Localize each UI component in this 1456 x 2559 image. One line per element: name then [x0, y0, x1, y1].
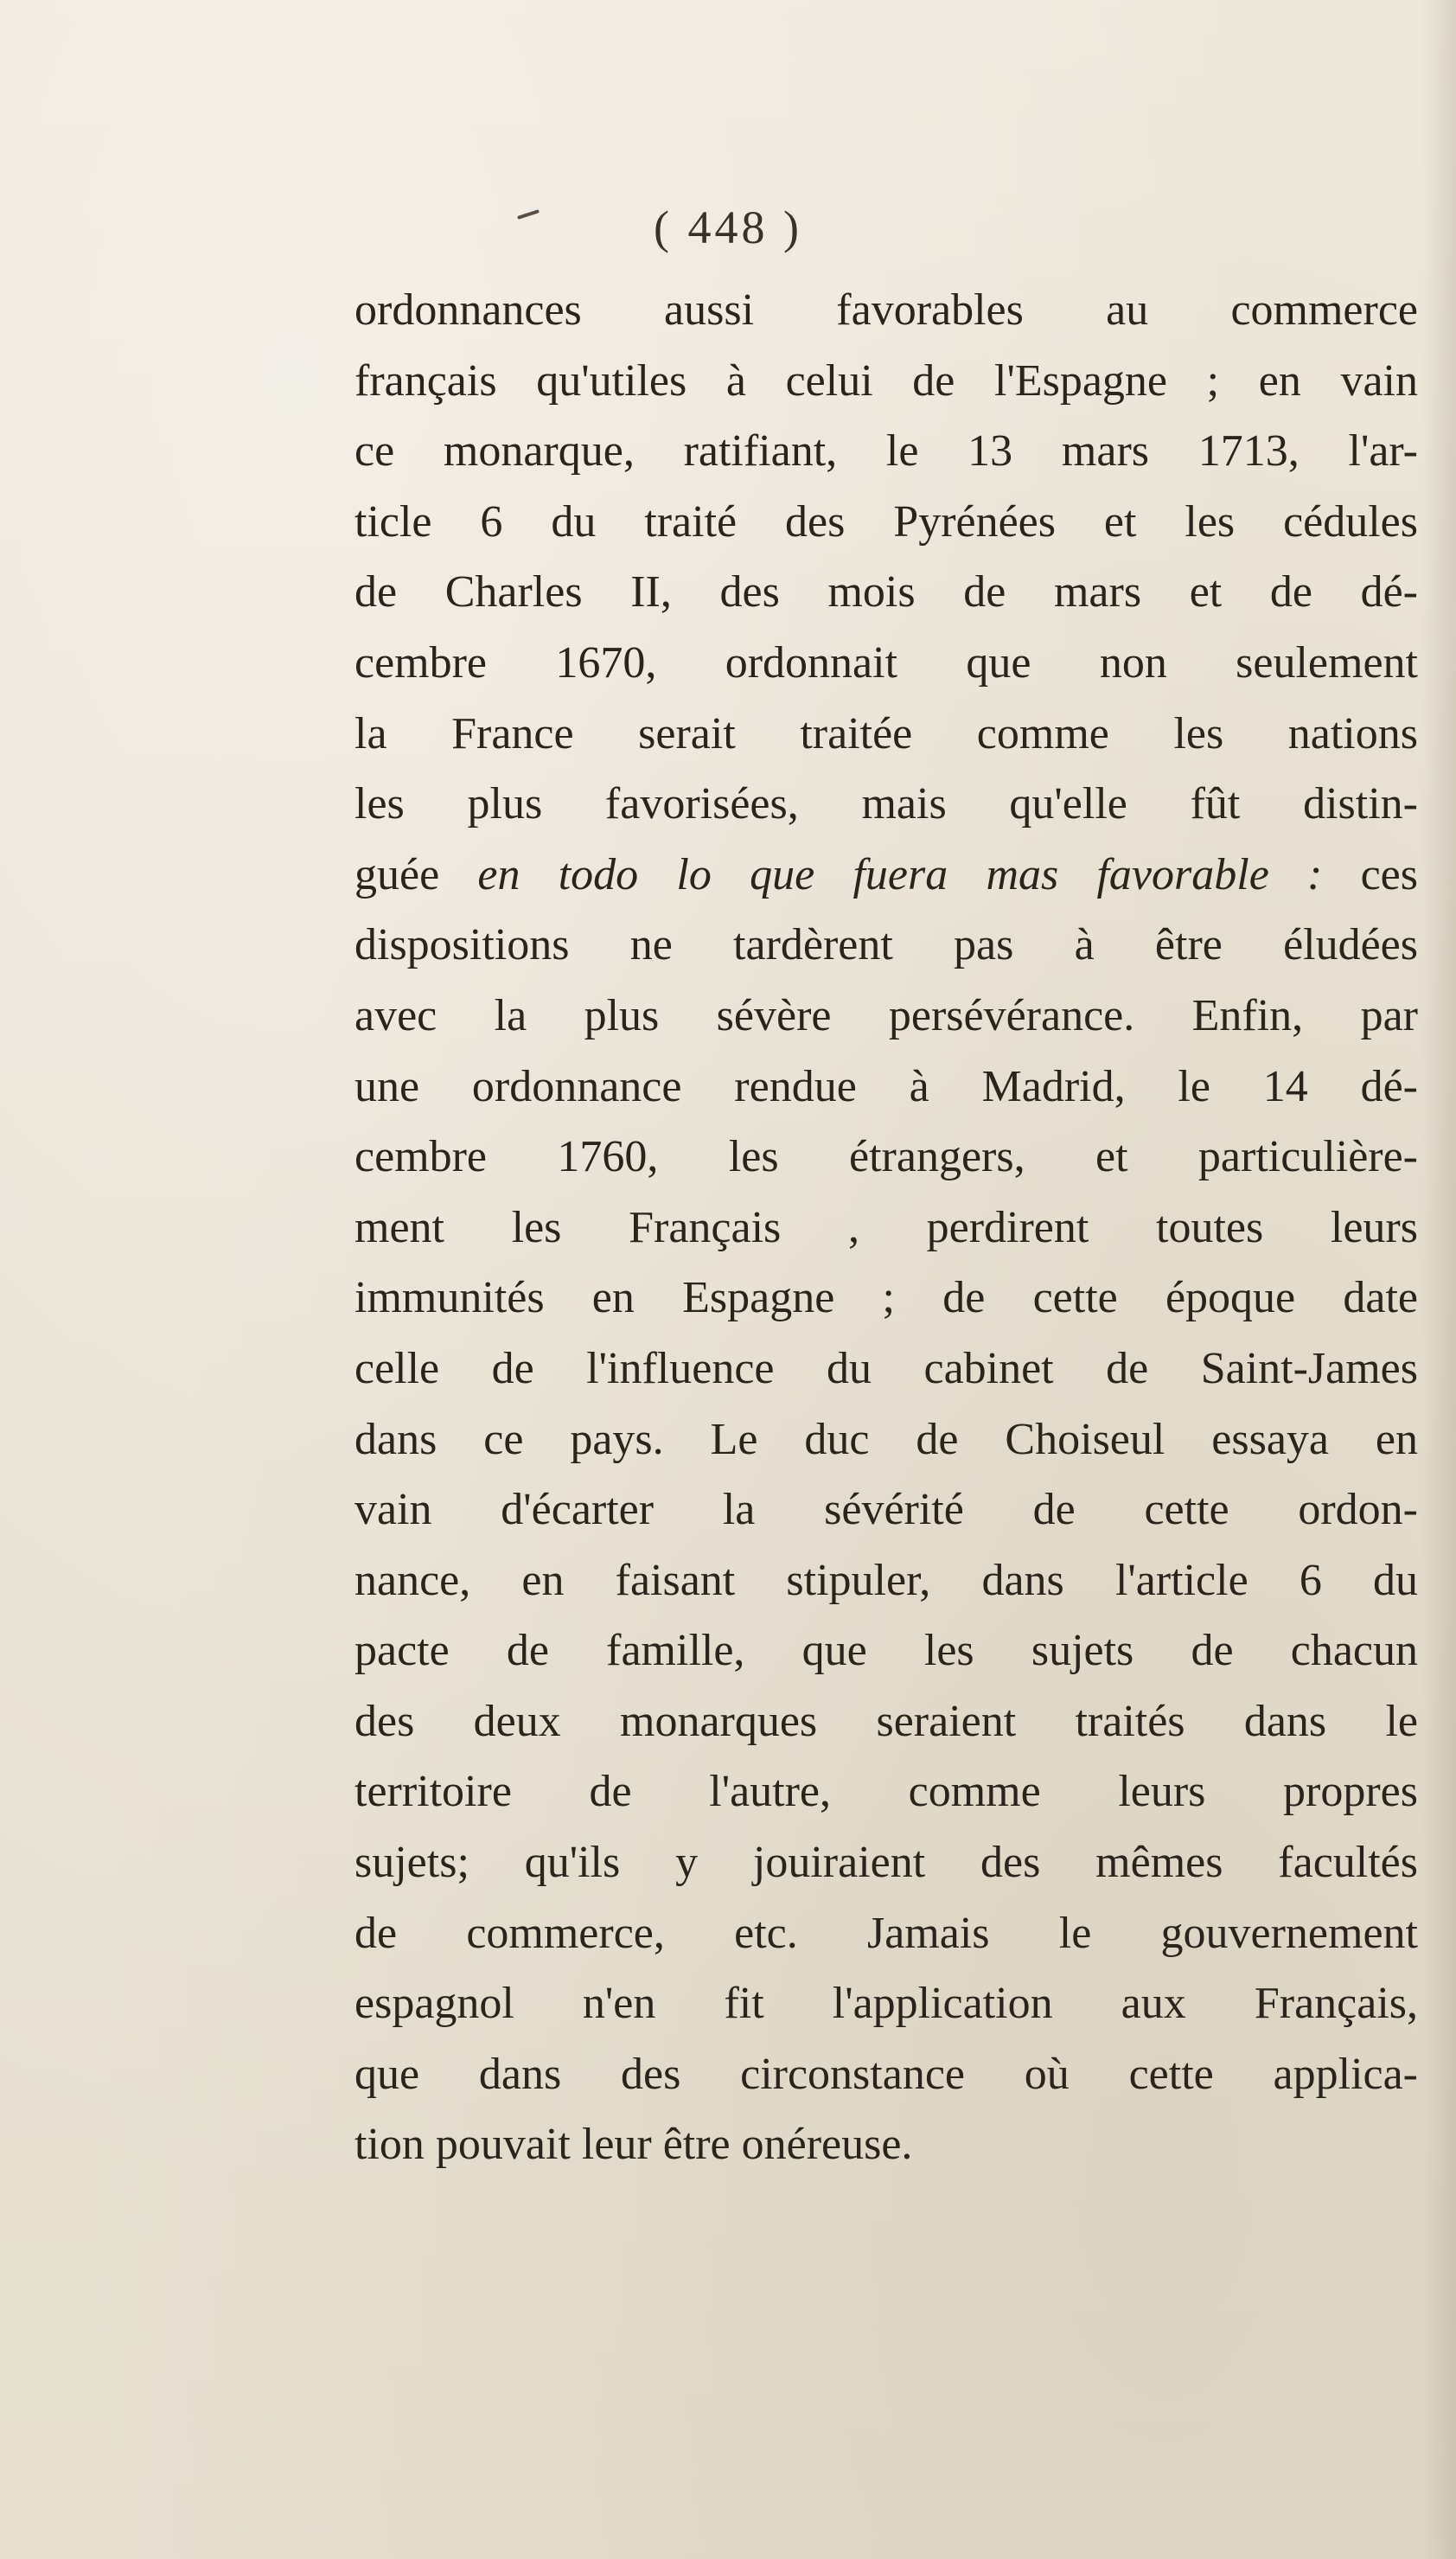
text-line-16: celle de l'influence du cabinet de Saint-James	[354, 1343, 1418, 1393]
text-line-9	[354, 840, 1418, 911]
text-line-8: les plus favorisées, mais qu'elle fût distin-	[354, 779, 1418, 829]
text-line-10: dispositions ne tardèrent pas à être éludées	[354, 920, 1418, 970]
text-line-22: territoire de l'autre, comme leurs propres	[354, 1767, 1418, 1817]
text-line-17: dans ce pays. Le duc de Choiseul essaya en	[354, 1414, 1418, 1464]
text-line-27: tion pouvait leur être onéreuse.	[354, 2120, 913, 2170]
text-line-23: sujets; qu'ils y jouiraient des mêmes facultés	[354, 1838, 1418, 1888]
text-line-4: ticle 6 du traité des Pyrénées et les cédules	[354, 496, 1418, 547]
page-edge-shadow	[1421, 0, 1456, 2559]
text-line-24: de commerce, etc. Jamais le gouvernement	[354, 1908, 1418, 1958]
spanish-quote: en todo lo que fuera mas favorable :	[477, 849, 1323, 899]
text-line-12: une ordonnance rendue à Madrid, le 14 dé-	[354, 1061, 1418, 1111]
text-line-6: cembre 1670, ordonnait que non seulement	[354, 637, 1418, 688]
text-line-25: espagnol n'en fit l'application aux Français,	[354, 1979, 1418, 2029]
text-line-7: la France serait traitée comme les nations	[354, 708, 1418, 758]
text-line-19: nance, en faisant stipuler, dans l'article 6 du	[354, 1555, 1418, 1605]
text-line-9-end: ces	[1322, 849, 1418, 899]
text-line-15: immunités en Espagne ; de cette époque date	[354, 1273, 1418, 1323]
text-line-14: ment les Français , perdirent toutes leurs	[354, 1202, 1418, 1252]
text-line-9-start: guée	[354, 849, 478, 899]
text-line-20: pacte de famille, que les sujets de chacun	[354, 1626, 1418, 1676]
text-line-11: avec la plus sévère persévérance. Enfin, par	[354, 990, 1418, 1040]
text-line-26: que dans des circonstance où cette applica-	[354, 2049, 1418, 2099]
body-text	[354, 275, 1418, 2180]
text-line-5: de Charles II, des mois de mars et de dé-	[354, 567, 1418, 617]
text-line-3: ce monarque, ratifiant, le 13 mars 1713, l'ar-	[354, 426, 1418, 477]
text-line-2: français qu'utiles à celui de l'Espagne ; en vain	[354, 355, 1418, 406]
text-line-1: ordonnances aussi favorables au commerce	[354, 285, 1418, 335]
text-line-13: cembre 1760, les étrangers, et particulière-	[354, 1132, 1418, 1182]
page-number: ( 448 )	[654, 202, 802, 253]
text-line-18: vain d'écarter la sévérité de cette ordon-	[354, 1485, 1418, 1535]
text-line-21: des deux monarques seraient traités dans le	[354, 1696, 1418, 1746]
